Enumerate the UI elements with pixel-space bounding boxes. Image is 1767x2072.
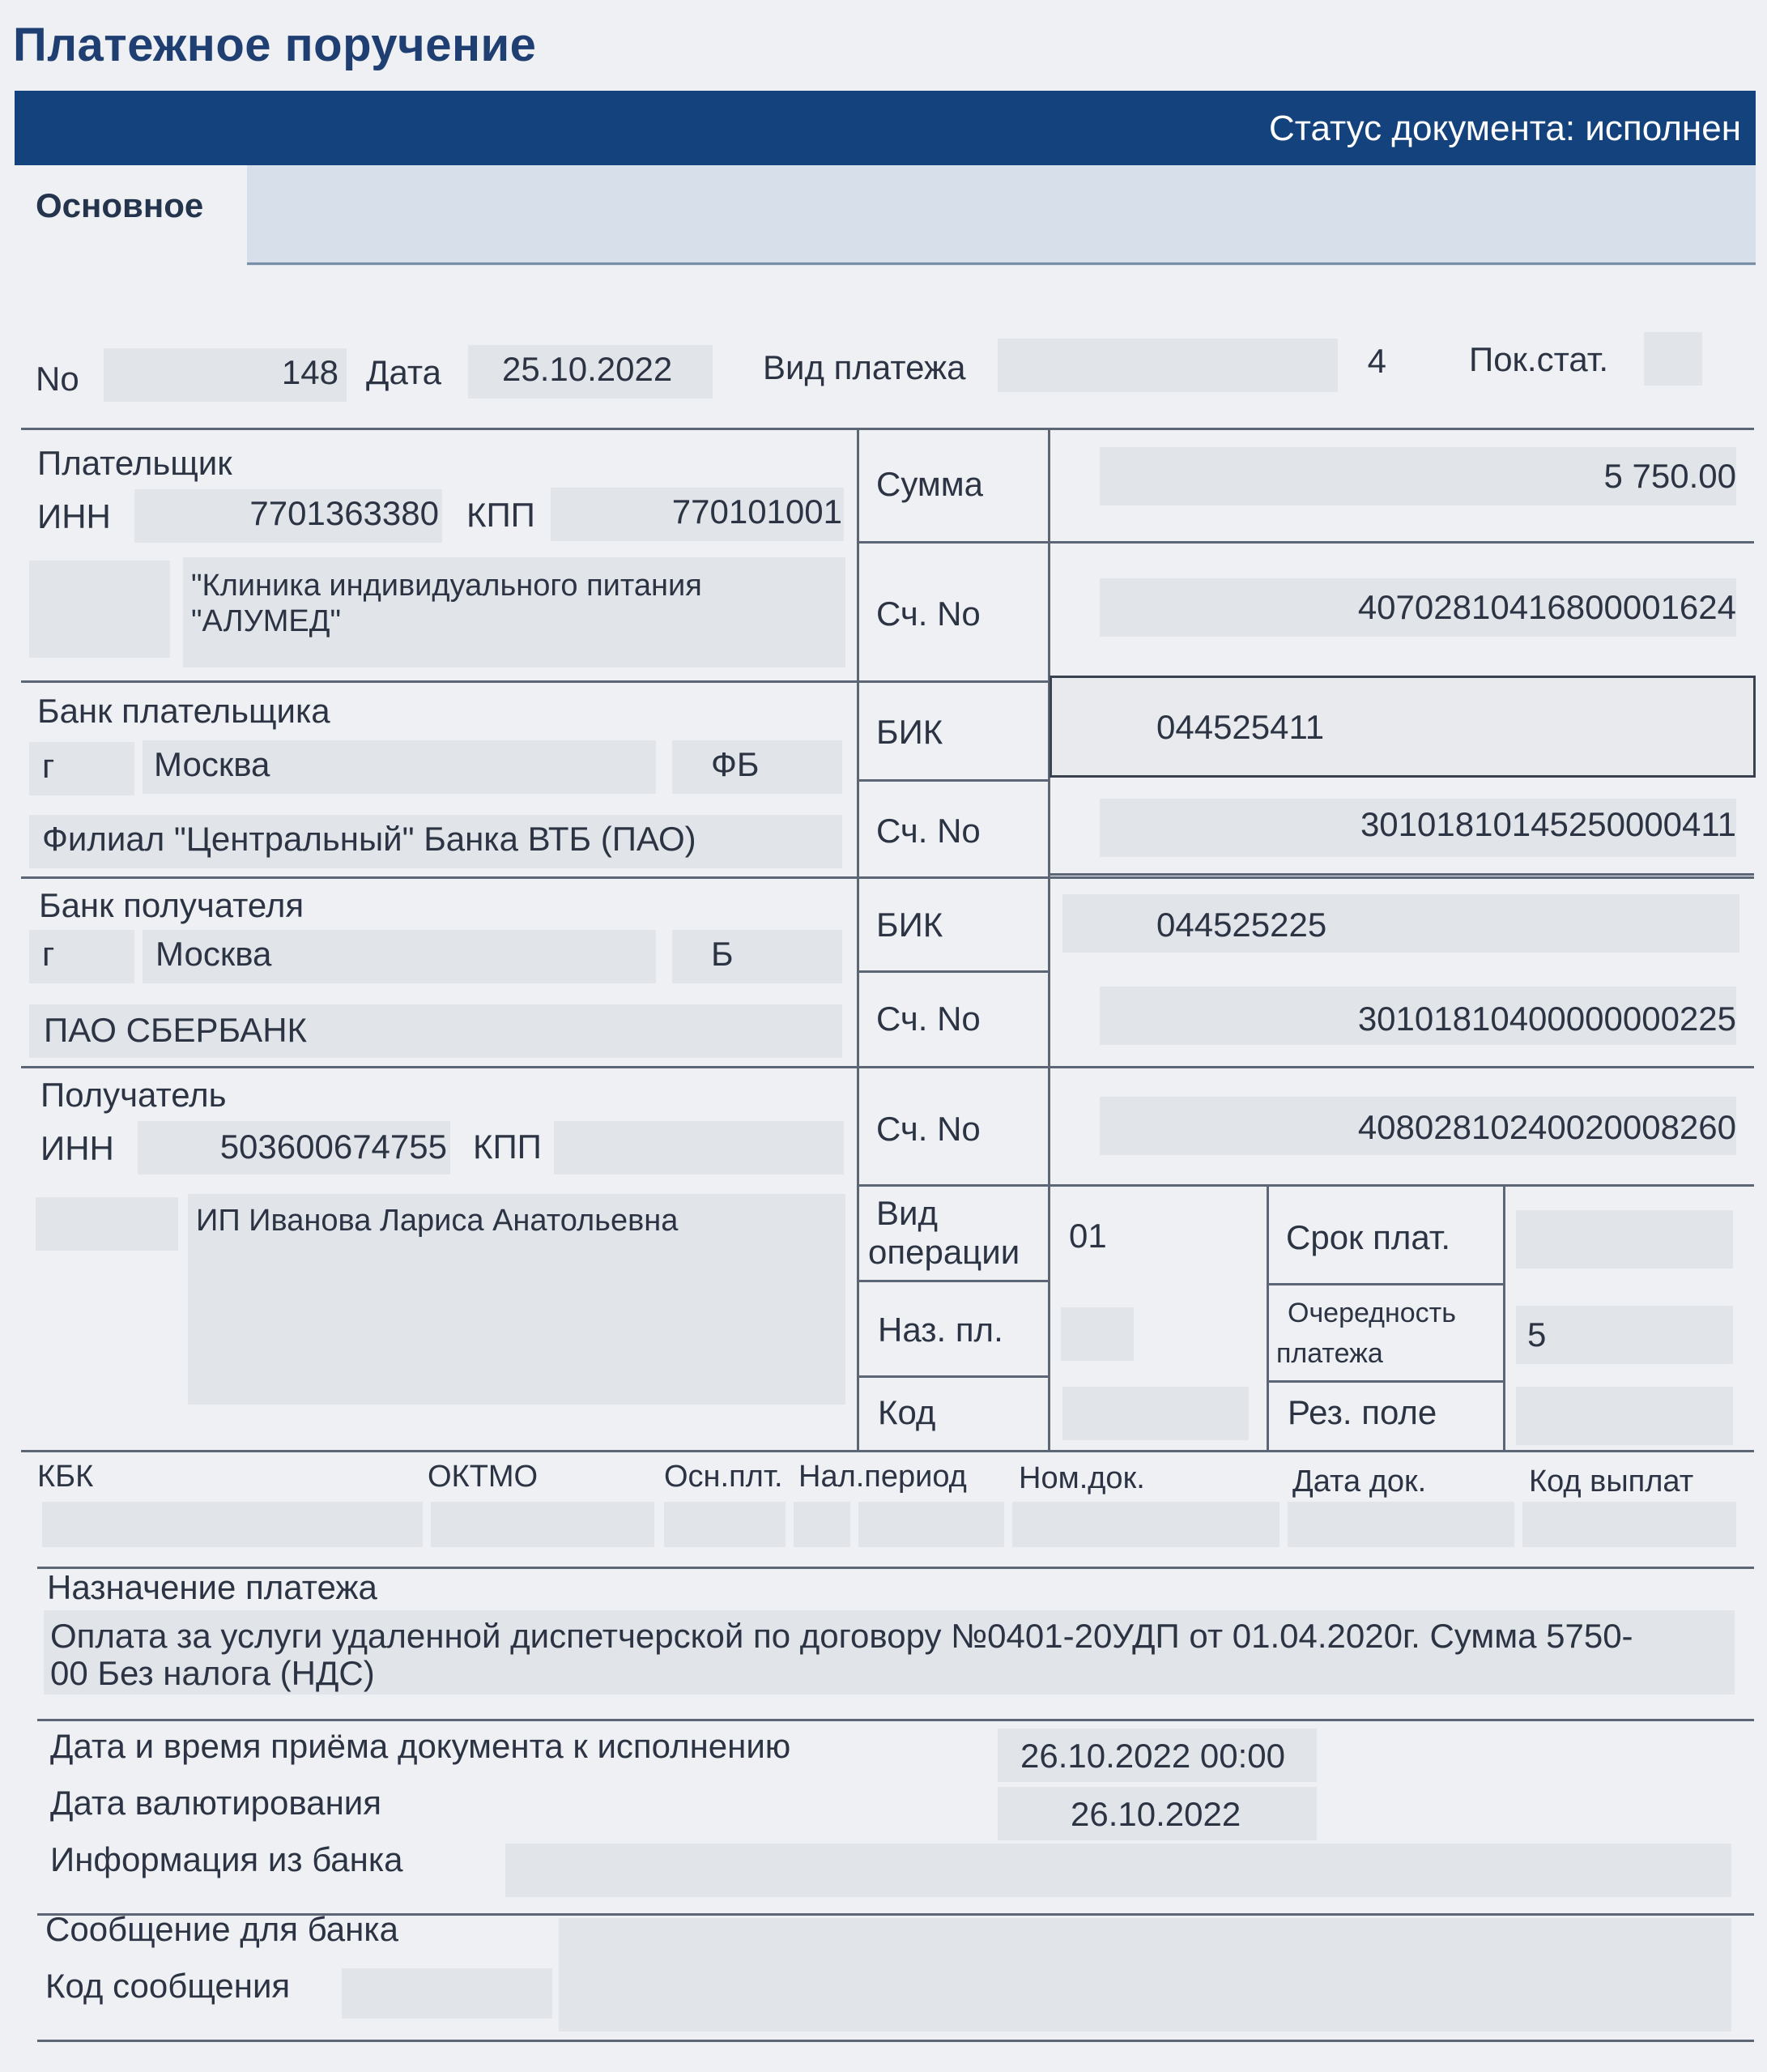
kbk-field[interactable]: [42, 1502, 423, 1547]
payee-bank-corr-label: Сч. No: [876, 1000, 981, 1038]
payer-bank-city-prefix: г: [42, 747, 55, 785]
doc-date-budget-field[interactable]: [1288, 1502, 1514, 1547]
purpose-code-label: Наз. пл.: [878, 1311, 1003, 1349]
divider: [857, 779, 1048, 782]
divider: [21, 428, 1754, 430]
payee-account-label: Сч. No: [876, 1110, 981, 1148]
divider: [1503, 1184, 1505, 1450]
divider: [857, 970, 1048, 973]
payer-bank-section-label: Банк плательщика: [37, 692, 330, 730]
payer-bank-name: Филиал "Центральный" Банка ВТБ (ПАО): [42, 820, 696, 858]
payee-account-value: 40802810240020008260: [1357, 1108, 1736, 1146]
divider: [857, 428, 859, 1450]
tax-basis-label: Осн.плт.: [664, 1460, 783, 1494]
payment-term-label: Срок плат.: [1286, 1218, 1451, 1256]
payee-bank-city-prefix: г: [42, 935, 55, 973]
payee-bank-code-field[interactable]: [672, 930, 842, 983]
payee-inn-value: 503600674755: [219, 1128, 447, 1166]
divider: [21, 1450, 1754, 1452]
payment-type-value: 4: [1367, 342, 1386, 380]
tax-period-field-1[interactable]: [794, 1502, 850, 1547]
message-code-label: Код сообщения: [45, 1967, 291, 2005]
accept-datetime-value: 26.10.2022 00:00: [1020, 1737, 1285, 1775]
reserve-field[interactable]: [1516, 1387, 1733, 1445]
tax-basis-field[interactable]: [664, 1502, 786, 1547]
doc-date-budget-label: Дата док.: [1292, 1464, 1427, 1499]
payer-bik-field[interactable]: [1050, 676, 1756, 778]
payee-bank-city: Москва: [155, 935, 272, 973]
doc-date-value: 25.10.2022: [502, 350, 673, 388]
divider: [21, 876, 1754, 879]
payee-bank-section-label: Банк получателя: [39, 886, 304, 924]
payment-term-field[interactable]: [1516, 1210, 1733, 1268]
divider: [1267, 1380, 1503, 1383]
payee-bik-label: БИК: [876, 906, 943, 944]
payer-bank-corr-value: 30101810145250000411: [1360, 805, 1736, 843]
payer-name-line1: "Клиника индивидуального питания: [191, 569, 702, 603]
payer-org-form-field[interactable]: [29, 561, 170, 658]
tab-strip: [15, 165, 1756, 266]
sum-label: Сумма: [876, 465, 983, 503]
oktmo-label: ОКТМО: [428, 1460, 539, 1494]
kbk-label: КБК: [37, 1460, 94, 1494]
payment-order-label-line1: Очередность: [1288, 1298, 1456, 1328]
pay-code-field[interactable]: [1522, 1502, 1736, 1547]
payer-name-line2: "АЛУМЕД": [191, 604, 341, 638]
page-title: Платежное поручение: [13, 19, 537, 71]
payer-bik-label: БИК: [876, 713, 943, 751]
status-bar: [15, 91, 1756, 165]
reserve-field-label: Рез. поле: [1288, 1393, 1437, 1431]
oktmo-field[interactable]: [431, 1502, 654, 1547]
pok-stat-label: Пок.стат.: [1469, 340, 1609, 378]
tab-main-label: Основное: [36, 186, 204, 224]
divider: [857, 1184, 1754, 1187]
payer-kpp-label: КПП: [466, 496, 535, 534]
divider: [21, 1066, 1754, 1068]
payee-bik-value: 044525225: [1156, 906, 1327, 944]
payer-bank-code: ФБ: [711, 745, 760, 783]
payer-inn-value: 7701363380: [249, 494, 439, 532]
payee-section-label: Получатель: [40, 1076, 227, 1114]
message-to-bank-field[interactable]: [559, 1918, 1731, 2031]
tab-strip-divider: [247, 262, 1756, 265]
purpose-line2: 00 Без налога (НДС): [50, 1654, 375, 1692]
divider: [1267, 1283, 1503, 1285]
code-label: Код: [878, 1393, 936, 1431]
pok-stat-field[interactable]: [1644, 332, 1702, 386]
op-type-value: 01: [1069, 1217, 1107, 1255]
payer-account-label: Сч. No: [876, 595, 981, 633]
code-field[interactable]: [1062, 1387, 1249, 1440]
payment-order-value: 5: [1527, 1315, 1547, 1354]
payer-bank-corr-label: Сч. No: [876, 812, 981, 850]
divider: [37, 2040, 1754, 2042]
payer-bank-city: Москва: [154, 745, 270, 783]
tax-period-label: Нал.период: [798, 1460, 967, 1494]
op-type-label-line2: операции: [868, 1233, 1020, 1271]
payer-kpp-value: 770101001: [671, 492, 842, 531]
doc-no-label: Ном.док.: [1019, 1461, 1145, 1495]
purpose-code-field[interactable]: [1061, 1307, 1134, 1361]
value-date-value: 26.10.2022: [1071, 1795, 1241, 1833]
divider: [1048, 428, 1050, 1450]
divider: [857, 1280, 1048, 1282]
divider: [857, 1375, 1048, 1378]
value-date-label: Дата валютирования: [50, 1784, 381, 1822]
payee-bank-code: Б: [711, 935, 734, 973]
tax-period-field-2[interactable]: [858, 1502, 1004, 1547]
doc-date-label: Дата: [366, 353, 442, 391]
payee-bank-name: ПАО СБЕРБАНК: [44, 1011, 307, 1049]
document-status: Статус документа: исполнен: [1269, 109, 1741, 148]
divider: [1267, 1184, 1269, 1450]
bank-info-field[interactable]: [505, 1844, 1731, 1897]
message-to-bank-label: Сообщение для банка: [45, 1910, 398, 1948]
payment-type-label: Вид платежа: [763, 348, 966, 386]
payee-kpp-label: КПП: [473, 1128, 542, 1166]
payer-section-label: Плательщик: [37, 444, 232, 482]
payer-bik-value: 044525411: [1156, 708, 1325, 746]
payment-order-label-line2: платежа: [1276, 1338, 1383, 1369]
purpose-line1: Оплата за услуги удаленной диспетчерской по договору №0401-20УДП от 01.04.2020г. Сумма 5750-: [50, 1617, 1633, 1655]
divider: [1048, 873, 1754, 876]
divider: [21, 680, 1048, 683]
payer-account-value: 40702810416800001624: [1357, 588, 1736, 626]
payee-bank-corr-value: 30101810400000000225: [1357, 1000, 1736, 1038]
payee-kpp-field[interactable]: [554, 1121, 844, 1175]
doc-number-label: No: [36, 360, 79, 398]
purpose-label: Назначение платежа: [47, 1568, 377, 1606]
message-code-field[interactable]: [342, 1968, 552, 2019]
accept-datetime-label: Дата и время приёма документа к исполнению: [50, 1727, 791, 1765]
doc-no-field[interactable]: [1012, 1502, 1279, 1547]
tab-main[interactable]: [15, 165, 247, 275]
divider: [857, 541, 1754, 544]
sum-value: 5 750.00: [1603, 457, 1736, 495]
pay-code-label: Код выплат: [1529, 1464, 1694, 1499]
doc-number-value: 148: [281, 353, 338, 391]
bank-info-label: Информация из банка: [50, 1840, 403, 1878]
payment-order-field[interactable]: [1516, 1306, 1733, 1364]
payee-inn-label: ИНН: [40, 1129, 114, 1167]
payee-org-form-field[interactable]: [36, 1197, 178, 1251]
divider: [37, 1719, 1754, 1721]
op-type-label-line1: Вид: [876, 1194, 938, 1232]
payee-name: ИП Иванова Лариса Анатольевна: [196, 1204, 679, 1238]
payer-inn-label: ИНН: [37, 497, 111, 535]
